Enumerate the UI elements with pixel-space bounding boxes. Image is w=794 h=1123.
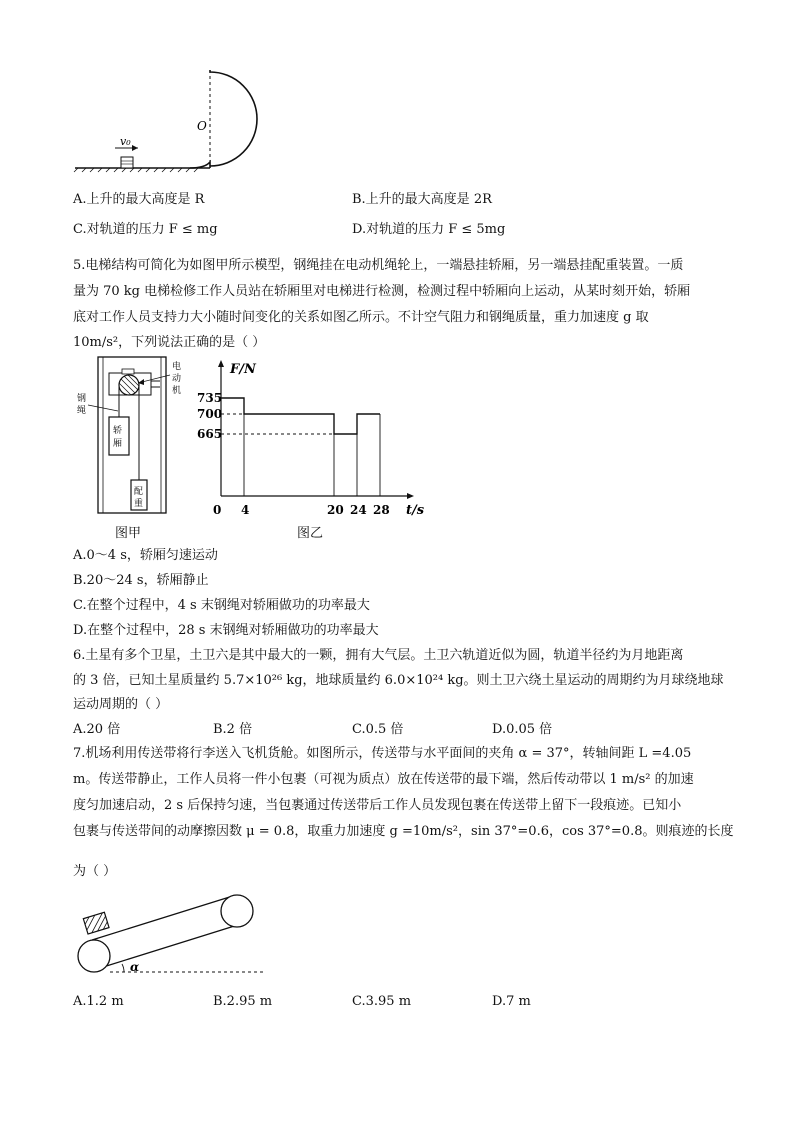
q6-stem-line3: 运动周期的（ ） (73, 697, 169, 712)
force-step-series (221, 398, 380, 434)
q7-option-a[interactable]: A.1.2 m (73, 994, 124, 1009)
q7-option-b[interactable]: B.2.95 m (213, 994, 273, 1009)
svg-text:机: 机 (172, 386, 182, 396)
svg-text:重: 重 (134, 499, 144, 509)
q4-option-d[interactable]: D.对轨道的压力 F ≤ 5mg (352, 222, 506, 237)
q6-option-c[interactable]: C.0.5 倍 (352, 722, 404, 737)
q6-option-b[interactable]: B.2 倍 (213, 722, 253, 737)
q6-option-d[interactable]: D.0.05 倍 (492, 722, 553, 737)
top-roller (221, 895, 253, 927)
belt-top-edge (92, 895, 236, 940)
q5-stem-line3: 底对工作人员支持力大小随时间变化的关系如图乙所示。不计空气阻力和钢绳质量，重力加速度 g 取 (73, 310, 649, 325)
belt-bottom-edge (100, 923, 244, 968)
q5-option-b[interactable]: B.20～24 s，轿厢静止 (73, 573, 209, 588)
svg-text:动: 动 (172, 374, 182, 384)
center-label: O (197, 119, 207, 133)
q5-option-d[interactable]: D.在整个过程中，28 s 末钢绳对轿厢做功的功率最大 (73, 623, 379, 638)
x-tick-label: 20 (327, 503, 344, 517)
q5-stem-line1: 5.电梯结构可简化为如图甲所示模型，钢绳挂在电动机绳轮上，一端悬挂轿厢，另一端悬挂配重装置。一质 (73, 258, 684, 273)
y-axis-label: F/N (230, 362, 256, 377)
package-block (83, 912, 109, 934)
bottom-roller (78, 940, 110, 972)
small-block (121, 157, 133, 168)
q4-option-a[interactable]: A.上升的最大高度是 R (73, 192, 205, 207)
q7-stem-line1: 7.机场利用传送带将行李送入飞机货舱。如图所示，传送带与水平面间的夹角 α = 37°，转轴间距 L =4.05 (73, 746, 692, 761)
q5-option-a[interactable]: A.0～4 s，轿厢匀速运动 (73, 548, 218, 563)
q5-option-c[interactable]: C.在整个过程中，4 s 末钢绳对轿厢做功的功率最大 (73, 598, 370, 613)
loop-track-figure (70, 62, 270, 174)
q6-option-a[interactable]: A.20 倍 (73, 722, 121, 737)
cabin-box (109, 417, 129, 455)
elevator-model-figure (74, 355, 194, 515)
y-tick-label: 735 (197, 391, 223, 405)
rope-label: 钢 (77, 394, 87, 404)
q7-stem-line2: m。传送带静止，工作人员将一件小包裹（可视为质点）放在传送带的最下端，然后传动带以 1 m/s² 的加速 (73, 772, 694, 787)
q7-stem-line5: 为（ ） (73, 864, 117, 879)
counterweight-label: 配 (134, 487, 144, 497)
alpha-label: α (130, 960, 140, 974)
q6-stem-line1: 6.土星有多个卫星，土卫六是其中最大的一颗，拥有大气层。土卫六轨道近似为圆，轨道半径约为月地距离 (73, 648, 684, 663)
x-tick-label: 28 (373, 503, 390, 517)
svg-text:厢: 厢 (113, 439, 123, 449)
q7-option-d[interactable]: D.7 m (492, 994, 531, 1009)
q6-stem-line2: 的 3 倍，已知土星质量约 5.7×10²⁶ kg，地球质量约 6.0×10²⁴ kg。则土卫六绕土星运动的周期约为月球绕地球 (73, 673, 724, 688)
svg-text:绳: 绳 (77, 406, 87, 416)
x-tick-label: 24 (350, 503, 367, 517)
motor-label: 电 (172, 362, 182, 372)
q7-stem-line4: 包裹与传送带间的动摩擦因数 μ = 0.8，取重力加速度 g =10m/s²，sin 37°=0.6，cos 37°=0.8。则痕迹的长度 (73, 824, 734, 839)
figure-yi-caption: 图乙 (297, 526, 324, 541)
q4-option-b[interactable]: B.上升的最大高度是 2R (352, 192, 492, 207)
conveyor-belt-figure (72, 890, 272, 980)
pulley-wheel (119, 375, 139, 395)
x-tick-label: 0 (213, 503, 222, 517)
cabin-label: 轿 (113, 426, 123, 436)
q7-stem-line3: 度匀加速启动，2 s 后保持匀速，当包裹通过传送带后工作人员发现包裹在传送带上留下一段痕迹。已知小 (73, 798, 682, 813)
q5-stem-line2: 量为 70 kg 电梯检修工作人员站在轿厢里对电梯进行检测，检测过程中轿厢向上运动，从某时刻开始，轿厢 (73, 284, 691, 299)
q4-option-c[interactable]: C.对轨道的压力 F ≤ mg (73, 222, 218, 237)
figure-jia-caption: 图甲 (115, 526, 142, 541)
x-axis-label: t/s (406, 503, 425, 518)
q7-option-c[interactable]: C.3.95 m (352, 994, 412, 1009)
force-time-chart (195, 358, 425, 518)
y-tick-label: 665 (197, 427, 223, 441)
angle-arc (122, 964, 124, 972)
q5-stem-line4: 10m/s²，下列说法正确的是（ ） (73, 335, 266, 350)
v0-label: v₀ (120, 135, 131, 148)
y-tick-label: 700 (197, 407, 223, 421)
x-tick-label: 4 (241, 503, 250, 517)
